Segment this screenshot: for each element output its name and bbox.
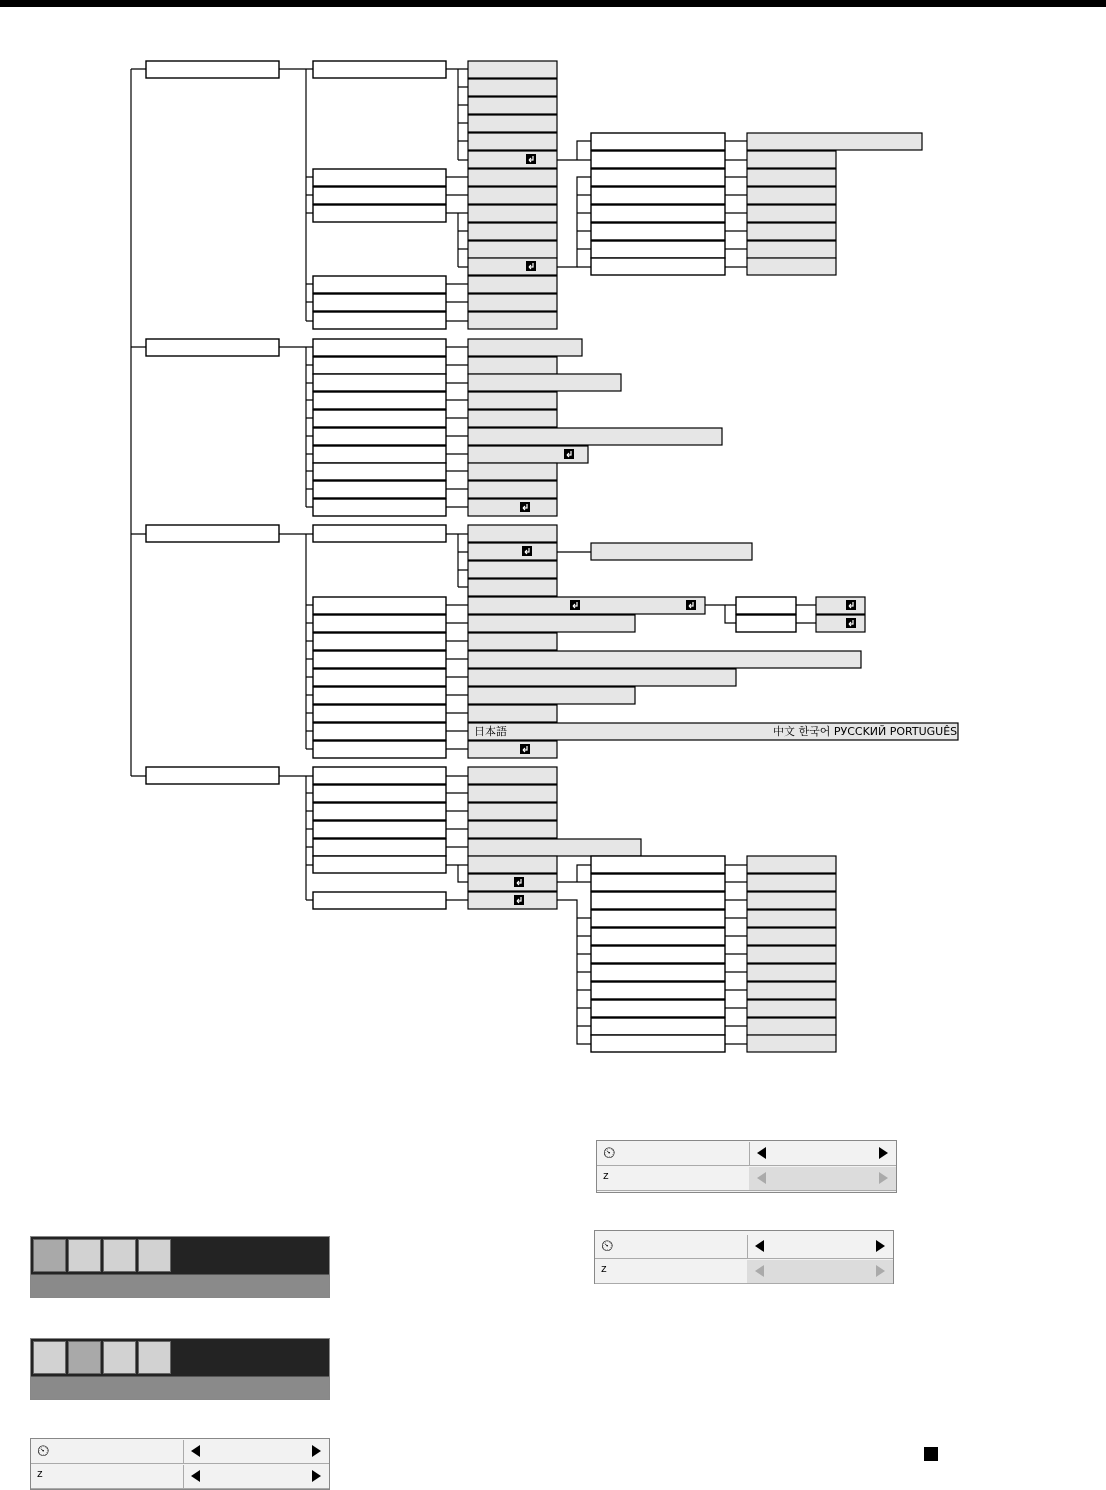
value-box — [468, 561, 557, 578]
value-box — [468, 579, 557, 596]
arrow-left-icon[interactable] — [191, 1445, 200, 1457]
sub-item-box — [591, 1035, 725, 1052]
tree-boxes — [146, 61, 958, 1052]
sub-value-box — [747, 856, 836, 873]
item-box — [313, 276, 446, 293]
feature-icon — [103, 1239, 136, 1272]
signal-icon — [68, 1341, 101, 1374]
sub-value-box — [747, 205, 836, 222]
item-box — [313, 615, 446, 632]
value-box — [468, 79, 557, 96]
menu-strip — [31, 1274, 329, 1297]
value-box — [468, 705, 557, 722]
item-box — [313, 633, 446, 650]
item-box — [313, 187, 446, 204]
value-box — [468, 874, 557, 891]
item-box — [313, 687, 446, 704]
value-box — [468, 525, 557, 542]
sleep-icon: ᶻ — [37, 1468, 43, 1485]
sleep-row — [597, 1167, 896, 1191]
language-others-label: 中文 한국어 PУCCKИЙ PORTUGUÊS — [773, 725, 958, 738]
value-box — [468, 543, 557, 560]
menu-box — [146, 767, 279, 784]
enter-key-icon — [846, 600, 856, 610]
sub-value-box — [816, 597, 865, 614]
enter-key-icon — [924, 1447, 938, 1461]
menu-strip — [31, 1376, 329, 1399]
power-timer-row[interactable] — [597, 1142, 896, 1166]
value-box — [468, 392, 557, 409]
sub-item-box — [591, 169, 725, 186]
sleep-row — [595, 1260, 893, 1284]
menu-box — [146, 339, 279, 356]
menu-box — [146, 525, 279, 542]
sub-value-box — [816, 615, 865, 632]
sub-item-box — [591, 910, 725, 927]
item-box — [313, 785, 446, 802]
enter-key-icon — [526, 261, 536, 271]
sub-item-box — [591, 258, 725, 275]
value-box — [468, 651, 861, 668]
installation-icon — [138, 1341, 171, 1374]
value-box — [468, 357, 557, 374]
item-box — [313, 892, 446, 909]
value-box — [468, 339, 582, 356]
item-box — [313, 669, 446, 686]
arrow-right-icon[interactable] — [312, 1445, 321, 1457]
image-icon — [33, 1341, 66, 1374]
value-box — [468, 615, 635, 632]
sub-item-box — [591, 928, 725, 945]
value-box — [468, 856, 557, 873]
item-box — [313, 803, 446, 820]
power-timer-icon: ⏲ — [37, 1443, 50, 1460]
value-box — [591, 543, 752, 560]
value-box — [468, 463, 557, 480]
item-box — [313, 446, 446, 463]
value-box — [468, 61, 557, 78]
arrow-left-icon[interactable] — [755, 1240, 764, 1252]
sub-item-box — [591, 946, 725, 963]
arrow-left-icon[interactable] — [191, 1470, 200, 1482]
value-box — [468, 839, 641, 856]
enter-key-icon — [520, 502, 530, 512]
sub-value-box — [747, 892, 836, 909]
item-box — [313, 357, 446, 374]
sub-value-box — [747, 1035, 836, 1052]
value-box — [468, 115, 557, 132]
menu-box — [146, 61, 279, 78]
setting-panel-3 — [30, 1438, 330, 1490]
arrow-right-icon — [879, 1172, 888, 1184]
item-box — [313, 463, 446, 480]
enter-key-icon — [846, 618, 856, 628]
value-box — [468, 97, 557, 114]
power-timer-row[interactable] — [595, 1235, 893, 1259]
language-japanese-label: 日本語 — [474, 725, 507, 738]
value-box — [468, 133, 557, 150]
item-box — [313, 856, 446, 873]
feature-icon — [103, 1341, 136, 1374]
sub-item-box — [591, 964, 725, 981]
sub-value-box — [747, 910, 836, 927]
value-box — [468, 205, 557, 222]
arrow-right-icon[interactable] — [876, 1240, 885, 1252]
item-box — [313, 499, 446, 516]
item-box — [313, 205, 446, 222]
arrow-right-icon — [876, 1265, 885, 1277]
value-box — [468, 481, 557, 498]
sub-item-box — [591, 187, 725, 204]
power-timer-row[interactable] — [31, 1440, 329, 1464]
setting-panel-2 — [594, 1230, 894, 1284]
sub-value-box — [747, 874, 836, 891]
enter-key-icon — [522, 546, 532, 556]
item-box — [313, 339, 446, 356]
value-box — [468, 410, 557, 427]
sub-item-box — [736, 615, 796, 632]
item-box — [313, 741, 446, 758]
power-timer-icon: ⏲ — [601, 1238, 614, 1255]
value-box — [468, 151, 557, 168]
item-box — [313, 481, 446, 498]
enter-key-icon — [514, 895, 524, 905]
sleep-row[interactable] — [31, 1465, 329, 1489]
sub-value-box — [747, 1000, 836, 1017]
value-box — [468, 294, 557, 311]
installation-icon — [138, 1239, 171, 1272]
value-box — [468, 169, 557, 186]
sub-item-box — [736, 597, 796, 614]
value-box — [468, 633, 557, 650]
item-box — [313, 651, 446, 668]
item-box — [313, 410, 446, 427]
enter-key-icon — [686, 600, 696, 610]
value-box — [468, 767, 557, 784]
sub-value-box — [747, 1018, 836, 1035]
item-box — [313, 392, 446, 409]
enter-key-icon — [520, 744, 530, 754]
value-box — [468, 741, 557, 758]
sub-item-box — [591, 223, 725, 240]
item-box — [313, 169, 446, 186]
sub-value-box — [747, 946, 836, 963]
sleep-icon: ᶻ — [601, 1263, 607, 1280]
signal-icon — [68, 1239, 101, 1272]
item-box — [313, 294, 446, 311]
enter-key-icon — [570, 600, 580, 610]
value-box — [468, 223, 557, 240]
power-timer-icon: ⏲ — [603, 1145, 616, 1162]
sub-item-box — [591, 982, 725, 999]
item-box — [313, 597, 446, 614]
item-box — [313, 525, 446, 542]
sleep-icon: ᶻ — [603, 1170, 609, 1187]
sub-item-box — [591, 892, 725, 909]
value-box — [468, 374, 621, 391]
value-box — [468, 187, 557, 204]
sub-item-box — [591, 1018, 725, 1035]
sub-value-box — [747, 223, 836, 240]
arrow-right-icon[interactable] — [879, 1147, 888, 1159]
menu-bar-signal-selected — [30, 1338, 330, 1400]
value-box — [468, 276, 557, 293]
arrow-left-icon — [755, 1265, 764, 1277]
sub-value-box — [747, 151, 836, 168]
sub-value-box — [747, 964, 836, 981]
sub-item-box — [591, 856, 725, 873]
sub-value-box — [747, 133, 922, 150]
sub-value-box — [747, 928, 836, 945]
value-box — [468, 821, 557, 838]
sub-item-box — [591, 241, 725, 258]
sub-value-box — [747, 258, 836, 275]
item-box — [313, 723, 446, 740]
value-box — [468, 803, 557, 820]
item-box — [313, 839, 446, 856]
item-box — [313, 374, 446, 391]
enter-key-icon — [526, 154, 536, 164]
sub-item-box — [591, 151, 725, 168]
item-box — [313, 428, 446, 445]
setting-panel-1 — [596, 1140, 897, 1193]
item-box — [313, 312, 446, 329]
value-box — [468, 312, 557, 329]
arrow-right-icon[interactable] — [312, 1470, 321, 1482]
sub-value-box — [747, 187, 836, 204]
value-box — [468, 892, 557, 909]
item-box — [313, 61, 446, 78]
value-box — [468, 428, 722, 445]
menu-bar-image-selected — [30, 1236, 330, 1298]
sub-item-box — [591, 874, 725, 891]
sub-value-box — [747, 169, 836, 186]
item-box — [313, 767, 446, 784]
sub-value-box — [747, 982, 836, 999]
sub-item-box — [591, 1000, 725, 1017]
item-box — [313, 705, 446, 722]
sub-value-box — [747, 241, 836, 258]
value-box — [468, 669, 736, 686]
enter-key-icon — [514, 877, 524, 887]
enter-key-icon — [564, 449, 574, 459]
sub-item-box — [591, 133, 725, 150]
item-box — [313, 821, 446, 838]
value-box — [468, 258, 557, 275]
value-box — [468, 597, 705, 614]
value-box — [468, 687, 635, 704]
value-box — [468, 785, 557, 802]
value-box — [468, 499, 557, 516]
sub-item-box — [591, 205, 725, 222]
arrow-left-icon[interactable] — [757, 1147, 766, 1159]
value-box — [468, 241, 557, 258]
arrow-left-icon — [757, 1172, 766, 1184]
image-icon — [33, 1239, 66, 1272]
